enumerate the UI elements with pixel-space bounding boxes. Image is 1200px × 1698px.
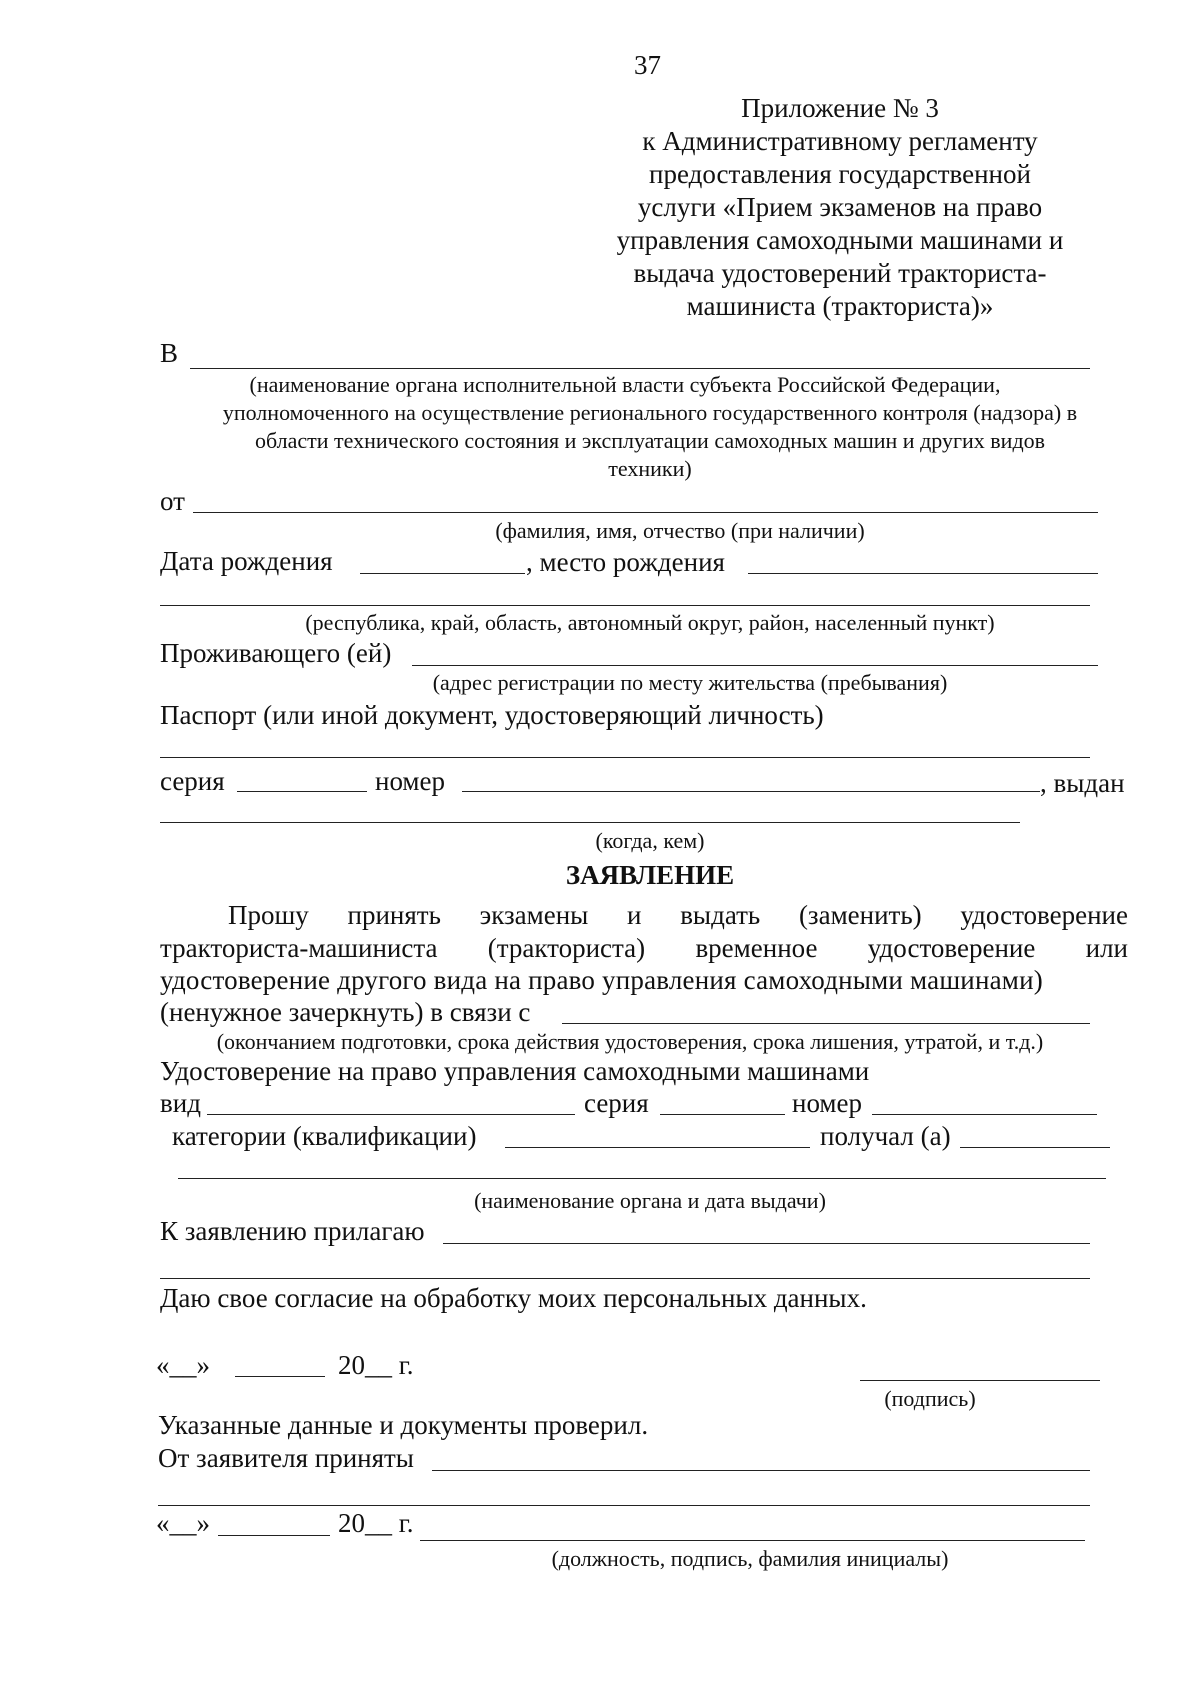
signature-caption: (подпись) — [884, 1386, 976, 1411]
license-number-label: номер — [792, 1088, 863, 1118]
page-number: 37 — [634, 50, 661, 80]
appendix-line: услуги «Прием экзаменов на право — [637, 192, 1043, 222]
birth-date-field[interactable] — [360, 573, 525, 574]
residence-caption: (адрес регистрации по месту жительства (пребывания) — [432, 670, 948, 695]
passport-issuer-caption: (когда, кем) — [595, 828, 705, 853]
word: удостоверение — [867, 933, 1036, 963]
residence-label: Проживающего (ей) — [160, 638, 392, 668]
year-blank[interactable]: __ — [365, 1508, 392, 1538]
authority-caption: уполномоченного на осуществление регионального государственного контроля (надзора) в — [222, 400, 1078, 425]
passport-field[interactable] — [160, 757, 1090, 758]
statement-line-1 — [228, 902, 1128, 929]
verification-text: Указанные данные и документы проверил. — [158, 1410, 649, 1440]
appendix-line: предоставления государственной — [649, 159, 1031, 189]
appendix-line: машиниста (тракториста)» — [686, 291, 994, 321]
day-blank[interactable]: __ — [169, 1508, 197, 1538]
passport-number-field[interactable] — [462, 791, 1040, 792]
statement-line-3: удостоверение другого вида на право управления самоходными машинами) — [160, 965, 1043, 995]
word: временное — [695, 933, 818, 963]
residence-field[interactable] — [412, 665, 1098, 666]
statement-title: ЗАЯВЛЕНИЕ — [565, 860, 735, 890]
accepted-field[interactable] — [432, 1470, 1090, 1471]
date-open-quote: « — [156, 1508, 170, 1538]
applicant-date — [156, 1352, 210, 1379]
birth-place-field-2[interactable] — [160, 605, 1090, 606]
word: тракториста-машиниста — [160, 933, 438, 963]
authority-caption: техники) — [608, 456, 692, 481]
statement-reason-field[interactable] — [562, 1023, 1090, 1024]
birth-place-field[interactable] — [748, 573, 1098, 574]
year-prefix: 20 — [338, 1350, 365, 1380]
license-issuer-caption: (наименование органа и дата выдачи) — [474, 1188, 826, 1213]
to-label: В — [160, 338, 179, 368]
birth-place-caption: (республика, край, область, автономный округ, район, населенный пункт) — [305, 610, 995, 635]
birth-date-label: Дата рождения — [160, 546, 333, 576]
date-close-quote: » — [196, 1508, 210, 1538]
birth-place-label: , место рождения — [526, 547, 725, 577]
applicant-signature-field[interactable] — [860, 1380, 1100, 1381]
passport-issued-label: , выдан — [1040, 768, 1125, 798]
authority-field[interactable] — [190, 368, 1090, 369]
applicant-year — [338, 1352, 414, 1379]
word: удостоверение — [960, 900, 1128, 930]
consent-text: Даю свое согласие на обработку моих персональных данных. — [160, 1283, 867, 1313]
word: принять — [347, 900, 441, 930]
appendix-line: Приложение № 3 — [741, 93, 939, 123]
year-prefix: 20 — [338, 1508, 365, 1538]
official-year — [338, 1510, 414, 1537]
applicant-name-caption: (фамилия, имя, отчество (при наличии) — [495, 518, 865, 543]
statement-reason-caption: (окончанием подготовки, срока действия удостоверения, срока лишения, утратой, и т.д.) — [216, 1029, 1044, 1054]
license-categories-label: категории (квалификации) — [172, 1121, 477, 1151]
license-series-field[interactable] — [660, 1114, 785, 1115]
statement-line-2 — [160, 935, 1128, 962]
year-blank[interactable]: __ — [365, 1350, 392, 1380]
date-close-quote: » — [196, 1350, 210, 1380]
passport-issuer-field[interactable] — [160, 822, 1020, 823]
passport-number-label: номер — [375, 766, 446, 796]
official-month-field[interactable] — [218, 1535, 330, 1536]
appendix-line: к Административному регламенту — [642, 126, 1038, 156]
attach-field-2[interactable] — [160, 1278, 1090, 1279]
license-categories-field[interactable] — [505, 1147, 810, 1148]
applicant-month-field[interactable] — [235, 1376, 325, 1377]
passport-label: Паспорт (или иной документ, удостоверяющий личность) — [160, 700, 824, 730]
statement-reason-label: (ненужное зачеркнуть) в связи с — [160, 997, 531, 1027]
day-blank[interactable]: __ — [169, 1350, 197, 1380]
official-date — [156, 1510, 210, 1537]
attach-label: К заявлению прилагаю — [160, 1216, 425, 1246]
license-received-label: получал (а) — [820, 1121, 951, 1151]
year-suffix: г. — [392, 1350, 414, 1380]
year-suffix: г. — [392, 1508, 414, 1538]
authority-caption: (наименование органа исполнительной власти субъекта Российской Федерации, — [249, 372, 1001, 397]
word: Прошу — [228, 900, 309, 930]
attach-field[interactable] — [443, 1243, 1090, 1244]
from-label: от — [160, 486, 185, 516]
license-issuer-field[interactable] — [178, 1178, 1106, 1179]
word: или — [1085, 933, 1128, 963]
word: (заменить) — [798, 900, 922, 930]
word: выдать — [680, 900, 761, 930]
passport-series-field[interactable] — [237, 791, 367, 792]
license-heading: Удостоверение на право управления самоходными машинами — [160, 1056, 870, 1086]
license-received-field[interactable] — [960, 1147, 1110, 1148]
appendix-line: управления самоходными машинами и — [616, 225, 1064, 255]
official-signature-field[interactable] — [420, 1540, 1085, 1541]
authority-caption: области технического состояния и эксплуатации самоходных машин и других видов — [254, 428, 1046, 453]
word: экзамены — [479, 900, 589, 930]
official-caption: (должность, подпись, фамилия инициалы) — [551, 1546, 949, 1571]
applicant-name-field[interactable] — [193, 512, 1098, 513]
license-kind-field[interactable] — [207, 1114, 575, 1115]
appendix-line: выдача удостоверений тракториста- — [633, 258, 1047, 288]
date-open-quote: « — [156, 1350, 170, 1380]
license-kind-label: вид — [160, 1088, 201, 1118]
word: (тракториста) — [487, 933, 646, 963]
word: и — [627, 900, 642, 930]
license-number-field[interactable] — [872, 1114, 1097, 1115]
passport-series-label: серия — [160, 766, 225, 796]
accepted-field-2[interactable] — [158, 1505, 1090, 1506]
license-series-label: серия — [584, 1088, 649, 1118]
accepted-label: От заявителя приняты — [158, 1443, 414, 1473]
